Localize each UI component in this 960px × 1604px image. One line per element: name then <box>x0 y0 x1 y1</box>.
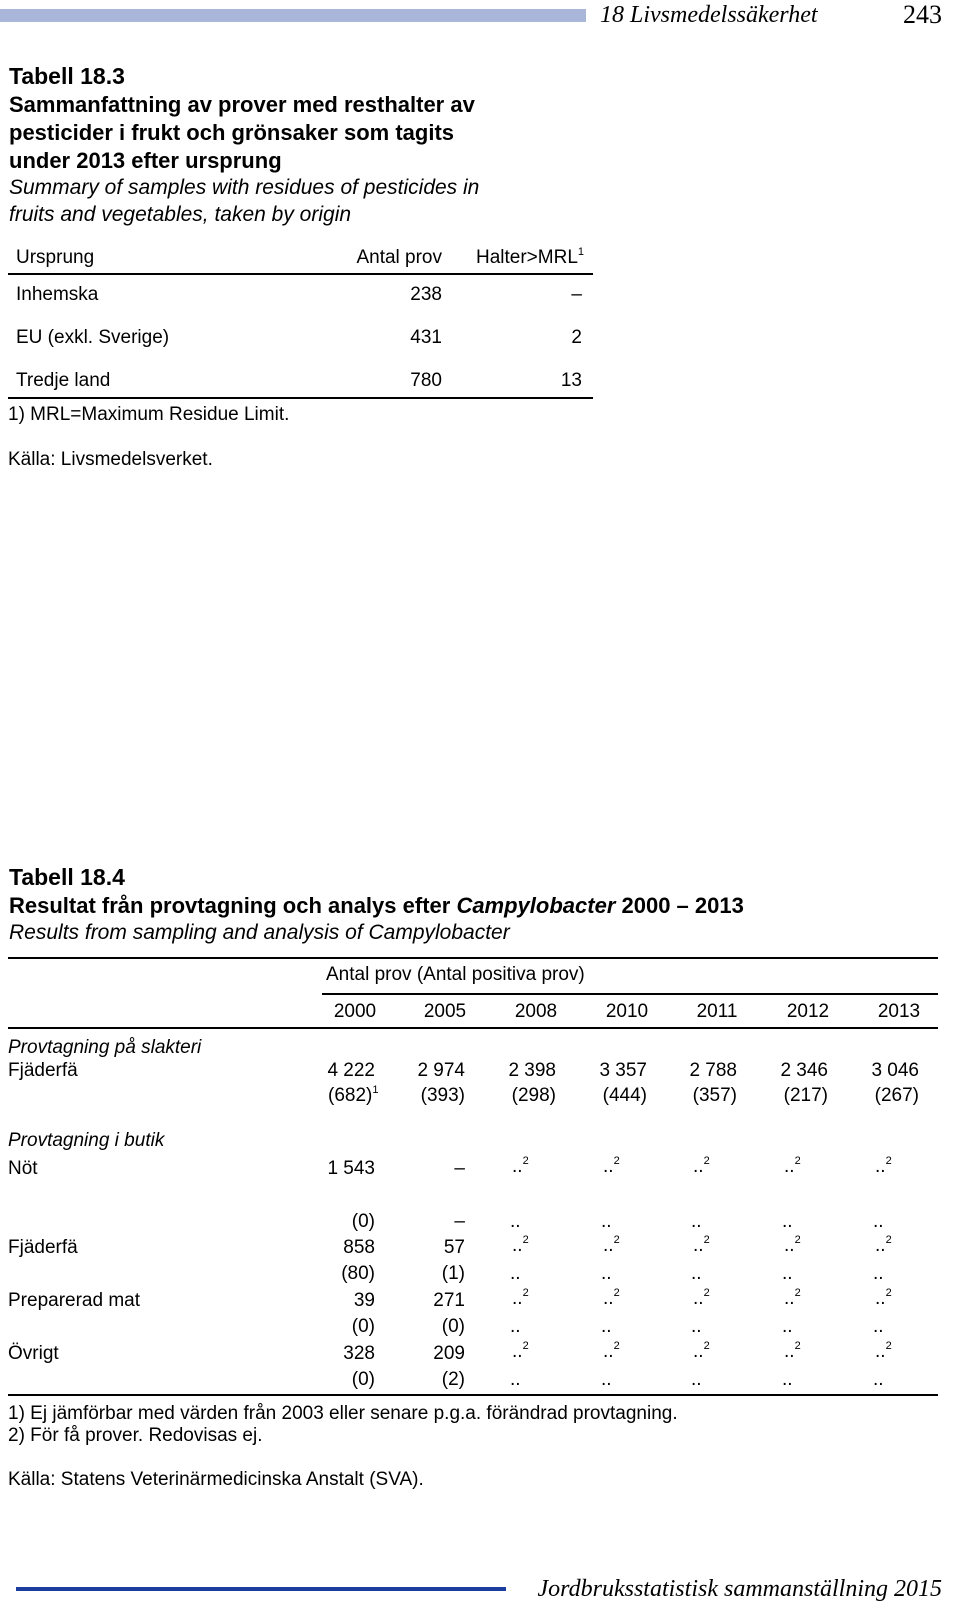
not-reported-cell: ..$^2$ <box>512 1340 529 1362</box>
value-cell: (444) <box>602 1085 647 1106</box>
row-mrl: – <box>571 284 582 305</box>
value-cell: (298) <box>511 1085 556 1106</box>
value-cell: (0) <box>351 1316 375 1337</box>
table-183-bottom-rule <box>8 397 593 399</box>
not-reported-cell: ..$^2$ <box>603 1287 620 1309</box>
row-count: 431 <box>410 327 442 348</box>
table-183-title-line-2: pesticider i frukt och grönsaker som tagits <box>9 120 455 145</box>
year-header: 2000 <box>333 1001 377 1022</box>
year-header: 2005 <box>423 1001 467 1022</box>
not-reported-cell: ..$^2$ <box>784 1340 801 1362</box>
value-cell: 57 <box>443 1237 465 1258</box>
value-cell: (393) <box>420 1085 465 1106</box>
table-184-spanner-rule <box>322 993 938 995</box>
not-reported-cell: .. <box>691 1263 702 1284</box>
value-cell: 1 543 <box>327 1158 375 1179</box>
not-reported-cell: ..$^2$ <box>693 1155 710 1177</box>
row-label: Preparerad mat <box>8 1290 141 1311</box>
year-header: 2010 <box>605 1001 649 1022</box>
value-cell: (357) <box>692 1085 737 1106</box>
section-butik: Provtagning i butik <box>8 1130 165 1151</box>
not-reported-cell: .. <box>510 1263 521 1284</box>
table-184-title: Resultat från provtagning och analys efter Campylobacter 2000 – 2013 <box>9 893 744 918</box>
value-cell: (80) <box>341 1263 375 1284</box>
not-reported-cell: ..$^2$ <box>603 1155 620 1177</box>
value-cell: (0) <box>351 1369 375 1390</box>
not-reported-cell: .. <box>691 1369 702 1390</box>
table-183-title-line-1: Sammanfattning av prover med resthalter av <box>9 92 475 117</box>
value-cell: 39 <box>353 1290 375 1311</box>
not-reported-cell: .. <box>873 1369 884 1390</box>
not-reported-cell: .. <box>782 1263 793 1284</box>
table-184-top-rule <box>8 957 938 959</box>
value-cell: 328 <box>343 1343 375 1364</box>
value-cell: 2 398 <box>508 1060 556 1081</box>
value-cell: (217) <box>783 1085 828 1106</box>
not-reported-cell: ..$^2$ <box>784 1287 801 1309</box>
section-slakteri: Provtagning på slakteri <box>8 1037 202 1058</box>
not-reported-cell: .. <box>510 1369 521 1390</box>
not-reported-cell: .. <box>782 1211 793 1232</box>
page-number: 243 <box>903 0 942 29</box>
row-origin: EU (exkl. Sverige) <box>16 327 170 348</box>
table-183-header-rule <box>8 273 593 275</box>
value-cell: 858 <box>343 1237 375 1258</box>
not-reported-cell: .. <box>601 1316 612 1337</box>
col-header-mrl: $Halter>MRL^1$ <box>476 246 585 268</box>
col-header-count: Antal prov <box>356 247 442 268</box>
row-label-fjaderfa-slakteri: Fjäderfä <box>8 1060 78 1081</box>
table-184-spanner: Antal prov (Antal positiva prov) <box>326 964 585 985</box>
not-reported-cell: .. <box>691 1316 702 1337</box>
table-183-subtitle-line-2: fruits and vegetables, taken by origin <box>9 203 352 226</box>
table-184-bottom-rule <box>8 1394 938 1396</box>
table-184-footnote-1: 1) Ej jämförbar med värden från 2003 eller senare p.g.a. förändrad provtagning. <box>8 1403 678 1424</box>
value-cell: – <box>454 1211 465 1232</box>
not-reported-cell: ..$^2$ <box>875 1155 892 1177</box>
value-cell: (2) <box>441 1369 465 1390</box>
value-cell: 3 046 <box>871 1060 919 1081</box>
year-header: 2008 <box>514 1001 558 1022</box>
value-cell: 209 <box>433 1343 465 1364</box>
not-reported-cell: .. <box>601 1211 612 1232</box>
not-reported-cell: ..$^2$ <box>784 1234 801 1256</box>
not-reported-cell: ..$^2$ <box>875 1340 892 1362</box>
value-cell: 4 222 <box>327 1060 375 1081</box>
header-bar <box>0 9 586 22</box>
not-reported-cell: ..$^2$ <box>512 1155 529 1177</box>
publication-title: Jordbruksstatistisk sammanställning 2015 <box>537 1576 942 1602</box>
table-183-title-line-3: under 2013 efter ursprung <box>9 148 282 173</box>
not-reported-cell: ..$^2$ <box>693 1340 710 1362</box>
value-cell: (0) <box>351 1211 375 1232</box>
not-reported-cell: .. <box>873 1263 884 1284</box>
not-reported-cell: .. <box>873 1211 884 1232</box>
value-cell: 2 974 <box>417 1060 465 1081</box>
not-reported-cell: .. <box>873 1316 884 1337</box>
table-184-footnote-2: 2) För få prover. Redovisas ej. <box>8 1425 263 1446</box>
table-183-footnote: 1) MRL=Maximum Residue Limit. <box>8 404 290 425</box>
value-cell: – <box>454 1158 465 1179</box>
not-reported-cell: ..$^2$ <box>603 1234 620 1256</box>
table-184-source: Källa: Statens Veterinärmedicinska Anstalt (SVA). <box>8 1469 424 1490</box>
not-reported-cell: .. <box>691 1211 702 1232</box>
row-label: Fjäderfä <box>8 1237 78 1258</box>
table-183-label: Tabell 18.3 <box>9 63 125 89</box>
table-184-subtitle: Results from sampling and analysis of Campylobacter <box>9 921 510 944</box>
not-reported-cell: .. <box>510 1316 521 1337</box>
not-reported-cell: ..$^2$ <box>512 1234 529 1256</box>
year-header: 2012 <box>786 1001 830 1022</box>
value-cell: 271 <box>433 1290 465 1311</box>
table-184-label: Tabell 18.4 <box>9 864 125 890</box>
year-header: 2013 <box>877 1001 921 1022</box>
not-reported-cell: .. <box>782 1369 793 1390</box>
not-reported-cell: ..$^2$ <box>875 1234 892 1256</box>
not-reported-cell: ..$^2$ <box>512 1287 529 1309</box>
value-cell: (1) <box>441 1263 465 1284</box>
row-count: 780 <box>410 370 442 391</box>
table-183-subtitle-line-1: Summary of samples with residues of pesticides in <box>9 176 480 199</box>
row-count: 238 <box>410 284 442 305</box>
year-header: 2011 <box>696 1001 738 1022</box>
row-mrl: 13 <box>560 370 582 391</box>
row-origin: Inhemska <box>16 284 99 305</box>
not-reported-cell: ..$^2$ <box>603 1340 620 1362</box>
row-mrl: 2 <box>571 327 582 348</box>
table-184-header-rule <box>8 1027 938 1029</box>
col-header-origin: Ursprung <box>16 247 95 268</box>
not-reported-cell: ..$^2$ <box>784 1155 801 1177</box>
not-reported-cell: ..$^2$ <box>693 1287 710 1309</box>
value-cell: 2 788 <box>689 1060 737 1081</box>
value-cell: 2 346 <box>780 1060 828 1081</box>
not-reported-cell: ..$^2$ <box>875 1287 892 1309</box>
footer-bar <box>16 1587 506 1591</box>
value-cell: (267) <box>874 1085 919 1106</box>
not-reported-cell: .. <box>782 1316 793 1337</box>
not-reported-cell: ..$^2$ <box>693 1234 710 1256</box>
table-183-source: Källa: Livsmedelsverket. <box>8 449 213 470</box>
not-reported-cell: .. <box>510 1211 521 1232</box>
value-cell: (0) <box>441 1316 465 1337</box>
chapter-title: 18 Livsmedelssäkerhet <box>600 2 818 28</box>
not-reported-cell: .. <box>601 1369 612 1390</box>
value-cell: 3 357 <box>599 1060 647 1081</box>
row-origin: Tredje land <box>16 370 111 391</box>
row-label: Nöt <box>8 1158 38 1179</box>
row-label: Övrigt <box>8 1343 59 1364</box>
value-cell: $(682)^1$ <box>328 1084 379 1106</box>
not-reported-cell: .. <box>601 1263 612 1284</box>
